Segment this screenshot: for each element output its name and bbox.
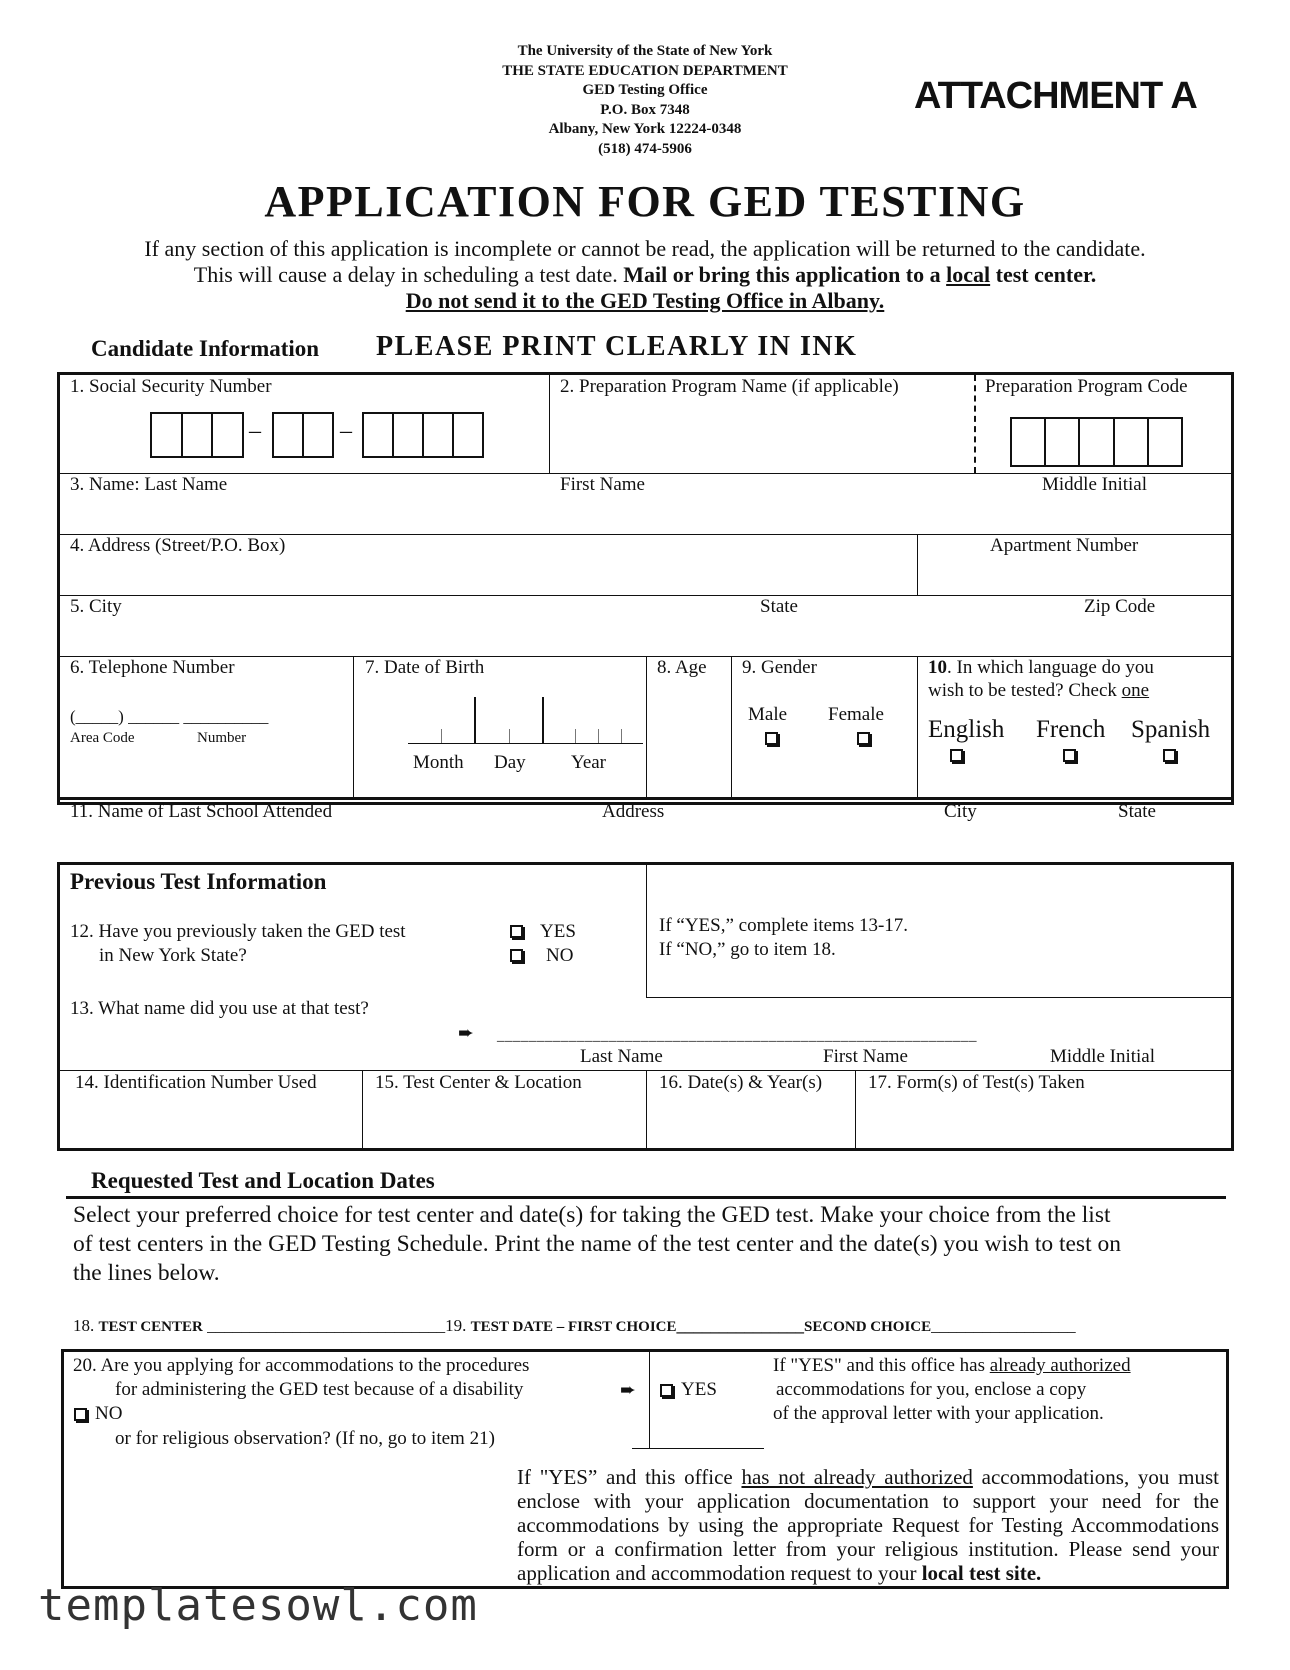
arrow-icon: ➨ xyxy=(458,1023,474,1044)
telephone-field[interactable]: (_____) ______ __________ xyxy=(70,707,269,726)
q20-yes-checkbox[interactable] xyxy=(660,1384,673,1397)
page-title: APPLICATION FOR GED TESTING xyxy=(264,177,1026,226)
q12-yes-label: YES xyxy=(540,921,576,942)
language-question xyxy=(928,657,1154,679)
month-label: Month xyxy=(413,752,464,773)
second-choice-label: SECOND CHOICE xyxy=(804,1319,932,1335)
spanish-checkbox[interactable] xyxy=(1163,749,1176,762)
intro-line-3: Do not send it to the GED Testing Office in Albany. xyxy=(405,288,885,313)
prep-program-code-input[interactable] xyxy=(1010,417,1183,467)
spanish-label: Spanish xyxy=(1131,716,1211,743)
q14-label: 14. Identification Number Used xyxy=(75,1072,317,1093)
last-name-label: 3. Name: Last Name xyxy=(70,474,228,495)
q13-middle-initial-label: Middle Initial xyxy=(1050,1046,1156,1067)
previous-section-title: Previous Test Information xyxy=(70,869,327,894)
state-label: State xyxy=(760,596,798,617)
address-field[interactable] xyxy=(60,557,915,593)
first-choice-field[interactable]: _______________ xyxy=(676,1316,805,1335)
language-question-text: . In which language do you xyxy=(947,657,1154,678)
yes-authorized-line-2: accommodations for you, enclose a copy xyxy=(776,1379,1087,1400)
school-city-label: City xyxy=(944,801,977,822)
female-checkbox[interactable] xyxy=(857,732,870,745)
intro-text: This will cause a delay in scheduling a test date. xyxy=(193,262,624,287)
q20-no-label: NO xyxy=(95,1403,123,1424)
french-checkbox[interactable] xyxy=(1063,749,1076,762)
q13-name-field[interactable]: ____________________________________________________________ xyxy=(497,1028,977,1044)
requested-instruction-1: Select your preferred choice for test center and date(s) for taking the GED test. Make your choice from the list xyxy=(73,1202,1111,1228)
yes-authorized-text: If "YES" and this office has xyxy=(773,1355,990,1376)
gender-label: 9. Gender xyxy=(742,657,817,678)
ssn-part-3-input[interactable] xyxy=(362,412,484,458)
intro-text-bold: Mail or bring this application to a xyxy=(623,262,947,287)
day-label: Day xyxy=(494,752,526,773)
requested-section-title: Requested Test and Location Dates xyxy=(91,1168,435,1193)
q20-no-checkbox[interactable] xyxy=(74,1408,87,1421)
apartment-field[interactable] xyxy=(920,557,1230,593)
ssn-part-2-input[interactable] xyxy=(272,412,334,458)
q20-line-1: 20. Are you applying for accommodations to the procedures xyxy=(73,1355,530,1376)
attachment-label: ATTACHMENT A xyxy=(914,75,1197,117)
age-label: 8. Age xyxy=(657,657,707,678)
q13-label: 13. What name did you use at that test? xyxy=(70,998,369,1019)
prep-program-name-label: 2. Preparation Program Name (if applicable) xyxy=(560,376,899,397)
q17-field[interactable] xyxy=(857,1095,1230,1147)
city-label: 5. City xyxy=(70,596,122,617)
q12-label-2: in New York State? xyxy=(99,945,247,966)
telephone-label: 6. Telephone Number xyxy=(70,657,235,678)
number-label: Number xyxy=(197,730,247,746)
city-state-zip-field[interactable] xyxy=(60,618,1230,654)
test-center-field[interactable]: ____________________________ xyxy=(202,1316,446,1335)
ssn-dash: – xyxy=(249,418,261,444)
letterhead-line: P.O. Box 7348 xyxy=(600,101,690,118)
last-school-field[interactable] xyxy=(60,824,1230,854)
q13-first-name-label: First Name xyxy=(823,1046,908,1067)
language-instruction xyxy=(928,680,1149,702)
divider xyxy=(66,1196,1226,1199)
divider xyxy=(549,375,550,473)
letterhead-line: Albany, New York 12224-0348 xyxy=(548,121,742,137)
second-choice-field[interactable]: _________________ xyxy=(931,1316,1076,1335)
watermark: templatesowl.com xyxy=(38,1580,478,1631)
q20-line-2: for administering the GED test because of a disability xyxy=(115,1379,524,1400)
ssn-label: 1. Social Security Number xyxy=(70,376,272,397)
divider xyxy=(917,534,918,595)
candidate-section-title: Candidate Information xyxy=(91,336,320,361)
paragraph-text: accommodations, you must enclose with your application documentation to support your need for the accommodations by using the appropriate Request for Testing Accommodations form or a confirmation letter from your religious institution. Please send your application and accommodation request to your xyxy=(517,1465,1220,1585)
q20-line-3: or for religious observation? (If no, go to item 21) xyxy=(115,1428,495,1449)
letterhead-line: The University of the State of New York xyxy=(517,43,773,59)
q15-label: 15. Test Center & Location xyxy=(375,1072,582,1093)
dob-field[interactable] xyxy=(408,697,643,745)
divider xyxy=(362,1070,363,1148)
q18-row xyxy=(73,1316,1076,1336)
divider xyxy=(649,1352,650,1448)
q20-yes-label: YES xyxy=(681,1379,717,1400)
prep-program-name-field[interactable] xyxy=(553,402,969,470)
q18-num: 18. xyxy=(73,1316,99,1335)
zip-label: Zip Code xyxy=(1084,596,1156,617)
q12-label-1: 12. Have you previously taken the GED test xyxy=(70,921,406,942)
language-instruction-text: wish to be tested? Check xyxy=(928,680,1122,701)
q19-num: 19. xyxy=(445,1316,471,1335)
requested-instruction-2: of test centers in the GED Testing Schedule. Print the name of the test center and the date(s) you wish to test on xyxy=(73,1231,1121,1257)
q12-note-yes: If “YES,” complete items 13-17. xyxy=(659,915,909,936)
letterhead-line: (518) 474-5906 xyxy=(598,140,692,157)
divider xyxy=(646,656,647,797)
divider xyxy=(632,1448,764,1449)
first-name-label: First Name xyxy=(560,474,645,495)
ssn-part-1-input[interactable] xyxy=(150,412,244,458)
divider xyxy=(59,595,1232,596)
school-address-label: Address xyxy=(602,801,665,822)
letterhead-line: THE STATE EDUCATION DEPARTMENT xyxy=(502,62,788,79)
language-question-num: 10 xyxy=(928,657,947,678)
name-field[interactable] xyxy=(60,496,1230,532)
year-label: Year xyxy=(571,752,607,773)
letterhead-line: GED Testing Office xyxy=(582,82,708,98)
ssn-dash: – xyxy=(340,418,352,444)
divider xyxy=(353,656,354,797)
address-label: 4. Address (Street/P.O. Box) xyxy=(70,535,286,556)
q13-last-name-label: Last Name xyxy=(580,1046,663,1067)
requested-instruction-3: the lines below. xyxy=(73,1260,220,1286)
q16-field[interactable] xyxy=(648,1095,853,1147)
school-state-label: State xyxy=(1118,801,1156,822)
dob-label: 7. Date of Birth xyxy=(365,657,485,678)
female-label: Female xyxy=(828,704,884,725)
divider xyxy=(917,656,918,797)
q12-no-checkbox[interactable] xyxy=(510,949,523,962)
divider xyxy=(731,656,732,797)
q12-note-no: If “NO,” go to item 18. xyxy=(659,939,836,960)
language-instruction-one: one xyxy=(1121,680,1150,701)
q18-label: TEST CENTER xyxy=(98,1319,203,1335)
male-checkbox[interactable] xyxy=(765,732,778,745)
yes-authorized-line-1 xyxy=(773,1355,1131,1377)
paragraph-text: If "YES” and this office xyxy=(517,1465,742,1489)
divider xyxy=(974,375,976,473)
divider xyxy=(646,1070,647,1148)
local-test-site-text: local test site. xyxy=(921,1561,1042,1585)
q15-field[interactable] xyxy=(364,1095,644,1147)
divider xyxy=(646,865,647,997)
intro-text-bold: test center. xyxy=(990,262,1097,287)
yes-authorized-line-3: of the approval letter with your application. xyxy=(773,1403,1104,1424)
already-authorized-text: already authorized xyxy=(989,1355,1131,1376)
english-checkbox[interactable] xyxy=(950,749,963,762)
area-code-label: Area Code xyxy=(70,730,135,746)
q16-label: 16. Date(s) & Year(s) xyxy=(659,1072,823,1093)
age-field[interactable] xyxy=(650,685,728,793)
intro-line-2 xyxy=(0,262,1290,288)
divider xyxy=(59,797,1232,800)
french-label: French xyxy=(1036,716,1106,743)
q19-label: TEST DATE – FIRST CHOICE xyxy=(470,1319,677,1335)
intro-line-1: If any section of this application is incomplete or cannot be read, the application will be returned to the candidate. xyxy=(144,236,1146,261)
print-instruction: PLEASE PRINT CLEARLY IN INK xyxy=(376,331,858,362)
middle-initial-label: Middle Initial xyxy=(1042,474,1148,495)
intro-text-local: local xyxy=(946,262,991,287)
divider xyxy=(855,1070,856,1148)
arrow-icon: ➨ xyxy=(620,1380,636,1401)
q17-label: 17. Form(s) of Test(s) Taken xyxy=(868,1072,1085,1093)
q12-no-label: NO xyxy=(546,945,574,966)
male-label: Male xyxy=(748,704,788,725)
q14-field[interactable] xyxy=(61,1095,360,1147)
divider xyxy=(646,997,1232,998)
not-authorized-text: has not already authorized xyxy=(741,1465,973,1489)
q12-yes-checkbox[interactable] xyxy=(510,925,523,938)
not-authorized-paragraph xyxy=(517,1465,1219,1585)
english-label: English xyxy=(928,716,1005,743)
apartment-label: Apartment Number xyxy=(990,535,1139,556)
prep-program-code-label: Preparation Program Code xyxy=(985,376,1188,397)
last-school-label: 11. Name of Last School Attended xyxy=(70,801,333,822)
